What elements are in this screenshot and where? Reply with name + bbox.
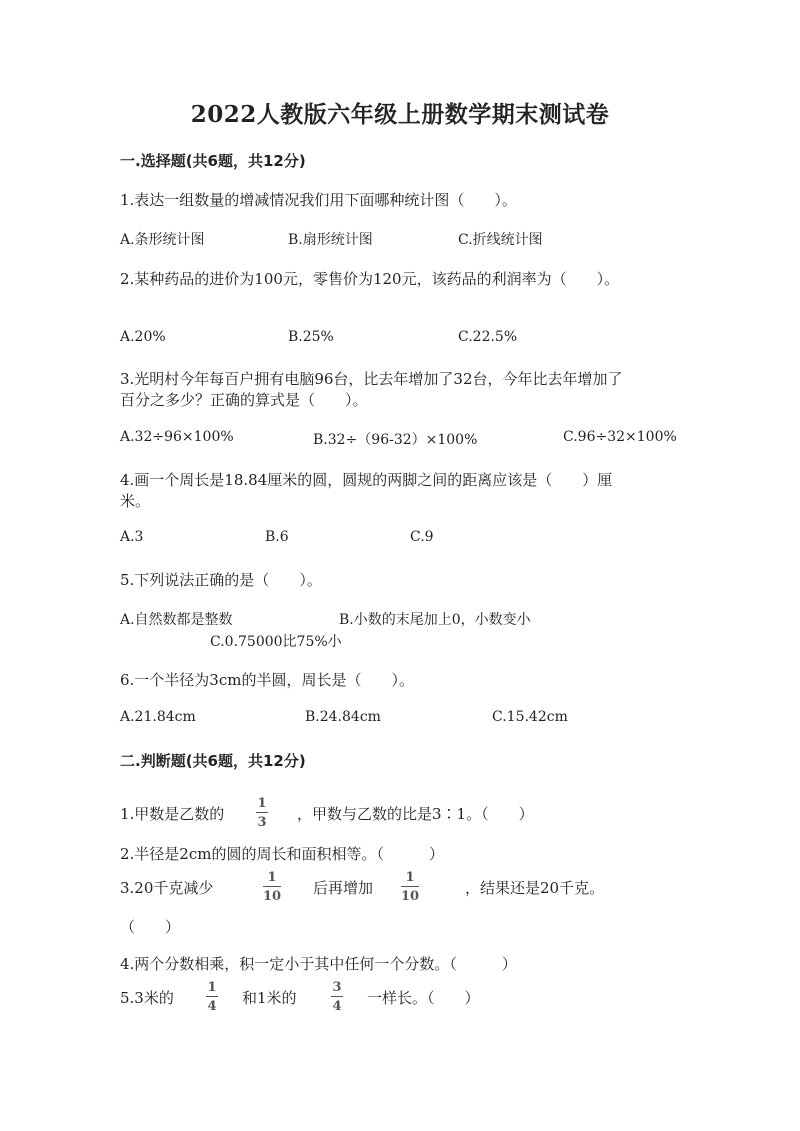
judge-1-fraction-numerator: 1 (257, 796, 267, 811)
judge-3-post: ，结果还是20千克。 (465, 879, 605, 897)
question-4-text-line2: 米。 (120, 492, 151, 510)
question-3-text-line1: 3.光明村今年每百户拥有电脑96台，比去年增加了32台，今年比去年增加了 (120, 370, 623, 388)
question-2-option-b: B.25% (288, 329, 334, 345)
judge-5-fraction-1-denominator: 4 (207, 999, 217, 1014)
question-4-option-c: C.9 (410, 529, 434, 545)
question-6-option-a: A.21.84cm (120, 709, 196, 725)
judge-3-fraction-2 (401, 871, 419, 903)
question-1-option-c: C.折线统计图 (458, 232, 543, 248)
question-3-option-a: A.32÷96×100% (120, 429, 234, 445)
question-5-text: 5.下列说法正确的是（ ）。 (120, 571, 322, 589)
question-4-option-a: A.3 (120, 529, 144, 545)
judge-3-fraction-1 (263, 871, 281, 903)
judge-5-fraction-1-numerator: 1 (207, 980, 217, 995)
question-3-text-line2: 百分之多少？正确的算式是（ ）。 (120, 391, 368, 409)
section-heading-choice: 一.选择题(共6题，共12分) (120, 152, 306, 170)
judge-3-fraction-1-numerator: 1 (267, 870, 277, 885)
question-6-option-b: B.24.84cm (305, 709, 381, 725)
judge-1-fraction-denominator: 3 (257, 815, 267, 830)
judge-5-mid: 和1米的 (242, 989, 297, 1007)
question-3-option-b: B.32÷（96-32）×100% (313, 432, 478, 448)
judge-4-text: 4.两个分数相乘，积一定小于其中任何一个分数。（ ） (120, 955, 517, 973)
question-2-option-c: C.22.5% (458, 329, 518, 345)
question-1-text: 1.表达一组数量的增减情况我们用下面哪种统计图（ ）。 (120, 191, 517, 209)
question-2-option-a: A.20% (120, 329, 166, 345)
question-5-option-b: B.小数的末尾加上0，小数变小 (339, 612, 531, 628)
question-6-option-c: C.15.42cm (492, 709, 568, 725)
question-4-option-b: B.6 (265, 529, 289, 545)
question-3-option-c: C.96÷32×100% (563, 429, 677, 445)
question-5-option-c: C.0.75000比75%小 (210, 634, 342, 650)
judge-3-fraction-2-denominator: 10 (401, 889, 420, 904)
question-4-text-line1: 4.画一个周长是18.84厘米的圆，圆规的两脚之间的距离应该是（ ）厘 (120, 471, 613, 489)
judge-5-pre: 5.3米的 (120, 989, 174, 1007)
judge-3-fraction-2-numerator: 1 (405, 870, 415, 885)
judge-5-fraction-1 (206, 981, 218, 1013)
judge-3-pre: 3.20千克减少 (120, 879, 214, 897)
judge-5-fraction-2 (331, 981, 343, 1013)
judge-5-fraction-2-denominator: 4 (332, 999, 342, 1014)
judge-1-fraction (256, 797, 268, 829)
judge-2-text: 2.半径是2cm的圆的周长和面积相等。（ ） (120, 845, 444, 863)
page-title: 2022人教版六年级上册数学期末测试卷 (190, 101, 610, 128)
question-1-option-a: A.条形统计图 (120, 232, 205, 248)
judge-1-post: ，甲数与乙数的比是3∶1。（ ） (297, 805, 534, 823)
judge-5-post: 一样长。（ ） (367, 989, 480, 1007)
judge-3-fraction-1-denominator: 10 (263, 889, 282, 904)
question-5-option-a: A.自然数都是整数 (120, 612, 233, 628)
question-1-option-b: B.扇形统计图 (288, 232, 373, 248)
judge-1-pre: 1.甲数是乙数的 (120, 805, 225, 823)
question-2-text: 2.某种药品的进价为100元，零售价为120元，该药品的利润率为（ ）。 (120, 270, 620, 288)
section-heading-judgement: 二.判断题(共6题，共12分) (120, 752, 306, 770)
judge-3-mid: 后再增加 (313, 879, 374, 897)
question-6-text: 6.一个半径为3cm的半圆，周长是（ ）。 (120, 671, 414, 689)
judge-3-line2: （ ） (120, 918, 181, 936)
judge-5-fraction-2-numerator: 3 (332, 980, 342, 995)
